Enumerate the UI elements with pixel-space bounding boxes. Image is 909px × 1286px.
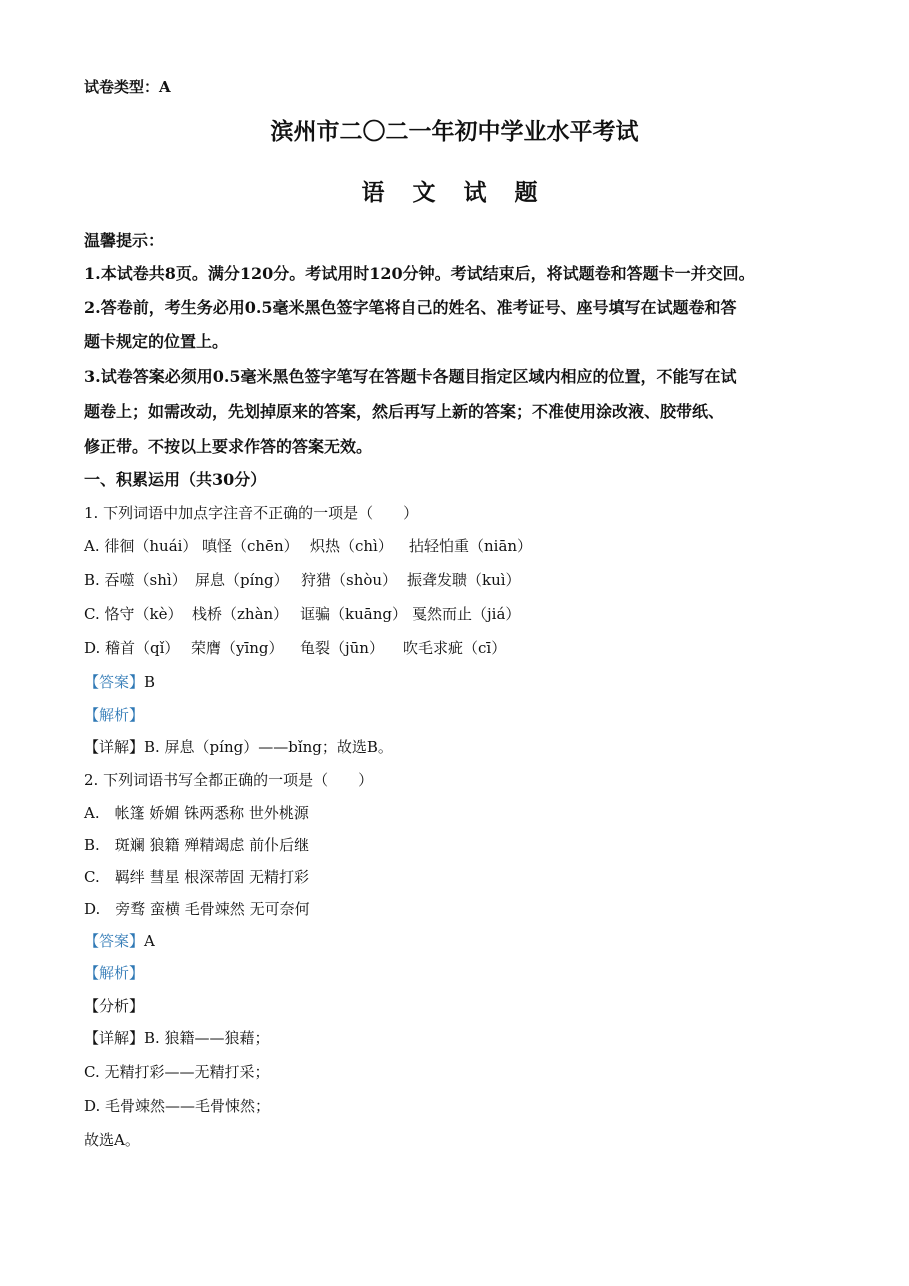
question-2-fenxi: 【分析】 [84,997,145,1015]
question-2-conclusion: 故选A。 [84,1131,140,1149]
answer-tag: 【答案】 [84,932,145,950]
notice-item-2-line-1: 2.答卷前，考生务必用0.5毫米黑色签字笔将自己的姓名、准考证号、座号填写在试题卷和答 [84,298,737,317]
question-1-option-d: D. 稽首（qǐ） 荣膺（yīng） 龟裂（jūn） 吹毛求疵（cī） [84,639,507,657]
notice-item-2-line-2: 题卡规定的位置上。 [84,332,229,351]
answer-tag: 【答案】 [84,673,145,691]
section-heading: 一、积累运用（共30分） [84,470,267,489]
answer-value: B [144,673,156,691]
question-2-analysis-tag: 【解析】 [84,964,145,982]
question-1-answer [84,672,155,692]
question-1-stem: 1. 下列词语中加点字注音不正确的一项是（ ） [84,504,419,522]
question-1-option-c: C. 恪守（kè） 栈桥（zhàn） 诓骗（kuāng） 戛然而止（jiá） [84,605,521,623]
question-2-option-d: D. 旁骛 蛮横 毛骨竦然 无可奈何 [84,900,310,918]
exam-title: 滨州市二〇二一年初中学业水平考试 [270,118,639,145]
notice-item-3-line-3: 修正带。不按以上要求作答的答案无效。 [84,437,373,456]
question-2-detail-1: 【详解】B. 狼籍——狼藉； [84,1029,270,1047]
question-2-option-a: A. 帐篷 娇媚 铢两悉称 世外桃源 [84,804,309,822]
notice-heading: 温馨提示： [84,231,165,250]
question-2-answer [84,931,155,951]
question-2-detail-3: D. 毛骨竦然——毛骨悚然； [84,1097,271,1115]
question-1-analysis-tag: 【解析】 [84,706,145,724]
question-2-detail-2: C. 无精打彩——无精打采； [84,1063,270,1081]
question-1-detail: 【详解】B. 屏息（píng）——bǐng；故选B。 [84,738,393,756]
answer-value: A [144,932,155,950]
question-1-option-b: B. 吞噬（shì） 屏息（píng） 狩猎（shòu） 振聋发聩（kuì） [84,571,521,589]
question-1-option-a: A. 徘徊（huái） 嗔怪（chēn） 炽热（chì） 拈轻怕重（niān） [84,537,533,555]
notice-item-1: 1.本试卷共8页。满分120分。考试用时120分钟。考试结束后，将试题卷和答题卡一并交回。 [84,264,755,283]
paper-type: 试卷类型：A [84,78,171,96]
subject-title: 语 文 试 题 [361,179,548,206]
question-2-option-c: C. 羁绊 彗星 根深蒂固 无精打彩 [84,868,310,886]
notice-item-3-line-2: 题卷上；如需改动，先划掉原来的答案，然后再写上新的答案；不准使用涂改液、胶带纸、 [84,402,725,421]
question-2-option-b: B. 斑斓 狼籍 殚精竭虑 前仆后继 [84,836,310,854]
question-2-stem: 2. 下列词语书写全都正确的一项是（ ） [84,771,374,789]
notice-item-3-line-1: 3.试卷答案必须用0.5毫米黑色签字笔写在答题卡各题目指定区域内相应的位置，不能写在试 [84,367,737,386]
